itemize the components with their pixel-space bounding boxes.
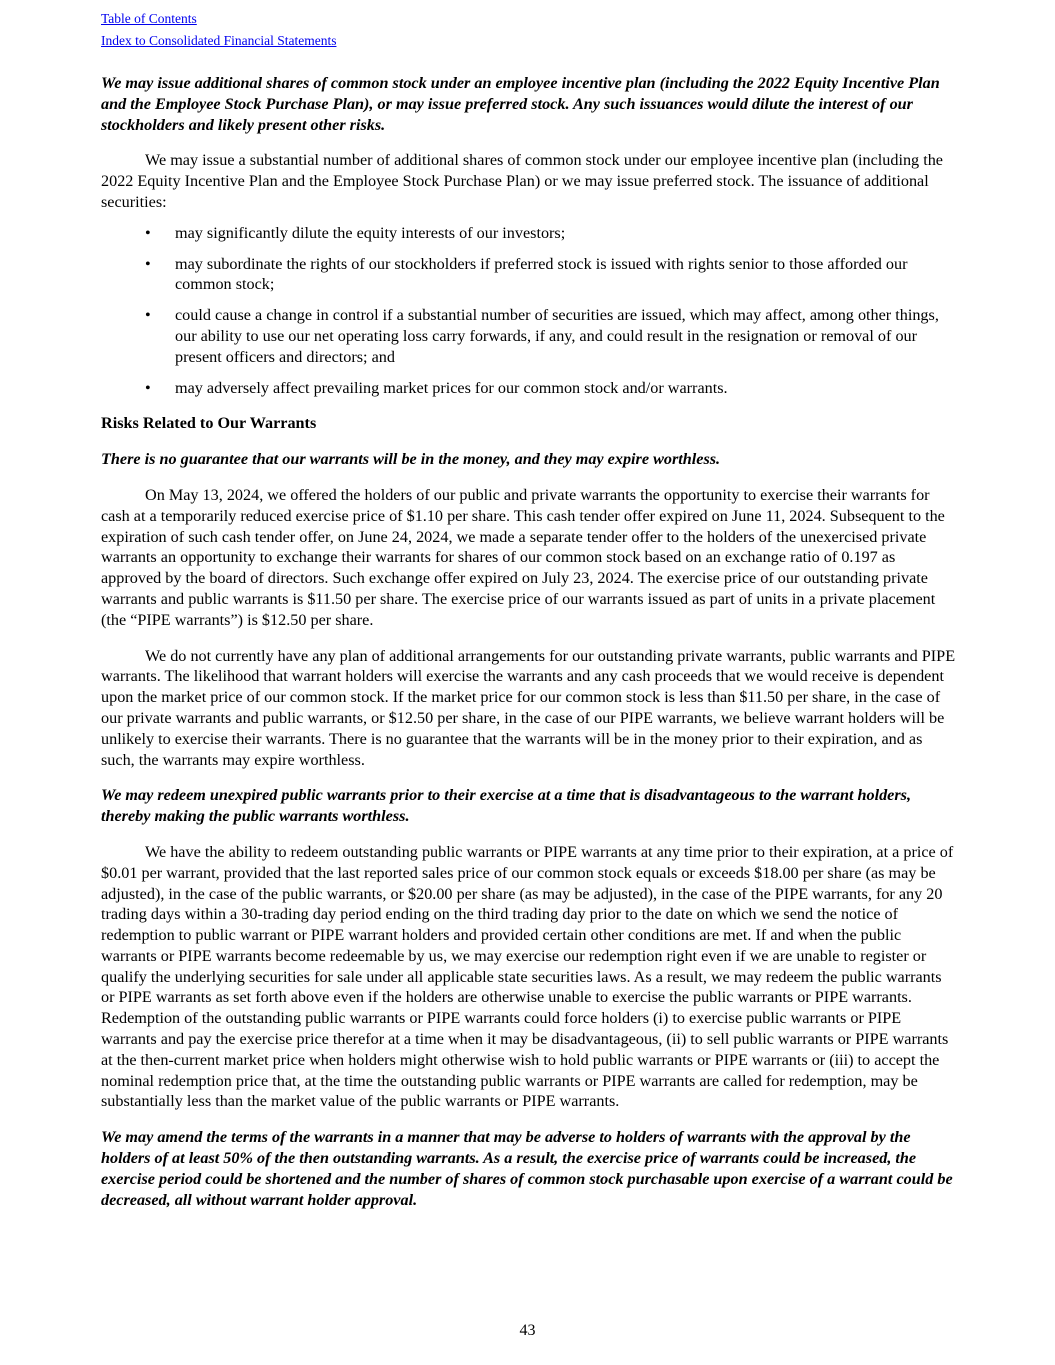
bullet-icon: • [145,254,151,273]
list-item-text: may subordinate the rights of our stockholders if preferred stock is issued with rights senior to those afforded our common stock; [175,254,908,294]
list-item-text: may adversely affect prevailing market prices for our common stock and/or warrants. [175,378,728,397]
document-body [101,73,956,1225]
paragraph-redemption: We have the ability to redeem outstanding public warrants or PIPE warrants at any time prior to their expiration, at a price of $0.01 per warrant, provided that the last reported sales price of our common stock equals or exceeds $18.00 per share (as may be adjusted), in the case of the public warrants, or $20.00 per share (as may be adjusted), in the case of the PIPE warrants, for any 20 trading days within a 30-trading day period ending on the third trading day prior to the date on which we send the notice of redemption to public warrant or PIPE warrant holders and provided certain other conditions are met. If and when the public warrants or PIPE warrants become redeemable by us, we may exercise our redemption right even if we are unable to register or qualify the underlying securities for sale under all applicable state securities laws. As a result, we may redeem the public warrants or PIPE warrants as set forth above even if the holders are otherwise unable to exercise the public warrants or PIPE warrants. Redemption of the outstanding public warrants or PIPE warrants could force holders (i) to exercise public warrants or PIPE warrants and pay the exercise price therefor at a time when it may be disadvantageous, (ii) to sell public warrants or PIPE warrants at the then-current market price when holders might otherwise wish to hold public warrants or PIPE warrants or (iii) to accept the nominal redemption price that, at the time the outstanding public warrants or PIPE warrants are called for redemption, may be substantially less than the market value of the public warrants or PIPE warrants. [101,842,954,1111]
paragraph-dilution: We may issue a substantial number of additional shares of common stock under our employee incentive plan (including the 2022 Equity Incentive Plan and the Employee Stock Purchase Plan) or we may issue preferred stock. The issuance of additional securities: [101,151,943,211]
list-item [101,223,956,244]
section-heading-warrants: Risks Related to Our Warrants [101,414,317,433]
risk-heading-money: There is no guarantee that our warrants will be in the money, and they may expire worthless. [101,450,721,469]
financial-statements-index-link[interactable]: Index to Consolidated Financial Statements [101,33,337,48]
risk-heading-redeem: We may redeem unexpired public warrants prior to their exercise at a time that is disadvantageous to the warrant holders, thereby making the public warrants worthless. [101,786,912,826]
risk-heading-dilution: We may issue additional shares of common stock under an employee incentive plan (including the 2022 Equity Incentive Plan and the Employee Stock Purchase Plan), or may issue preferred stock. Any such issuances would dilute the interest of our stockholders and likely present other risks. [101,74,940,134]
list-item [101,305,956,367]
issuance-effects-list [101,223,956,399]
page-number: 43 [519,1322,536,1339]
paragraph-tender-offer: On May 13, 2024, we offered the holders of our public and private warrants the opportunity to exercise their warrants for cash at a temporarily reduced exercise price of $1.10 per share. This cash tender offer expired on June 11, 2024. Subsequent to the expiration of such cash tender offer, on June 24, 2024, we made a separate tender offer to the holders of the unexercised private warrants an opportunity to exchange their warrants for shares of our common stock based on an exchange ratio of 0.197 as approved by the board of directors. Such exchange offer expired on July 23, 2024. The exercise price of our outstanding private warrants and public warrants is $11.50 per share. The exercise price of our warrants issued as part of units in a private placement (the “PIPE warrants”) is $12.50 per share. [101,485,945,629]
table-of-contents-link[interactable]: Table of Contents [101,11,197,26]
navigation-links [101,8,336,52]
list-item-text: could cause a change in control if a substantial number of securities are issued, which may affect, among other things, our ability to use our net operating loss carry forwards, if any, and could result in the resignation or removal of our present officers and directors; and [175,306,939,366]
bullet-icon: • [145,223,151,242]
risk-heading-amend: We may amend the terms of the warrants in a manner that may be adverse to holders of warrants with the approval by the holders of at least 50% of the then outstanding warrants. As a result, the exercise price of warrants could be increased, the exercise period could be shortened and the number of shares of common stock purchasable upon exercise of a warrant could be decreased, all without warrant holder approval. [101,1128,953,1209]
list-item [101,254,956,296]
bullet-icon: • [145,378,151,397]
bullet-icon: • [145,306,151,325]
list-item [101,378,956,399]
paragraph-no-arrangements: We do not currently have any plan of additional arrangements for our outstanding private warrants, public warrants and PIPE warrants. The likelihood that warrant holders will exercise the warrants and any cash proceeds that we would receive is dependent upon the market price of our common stock. If the market price for our common stock is less than $11.50 per share, in the case of our private warrants and public warrants, or $12.50 per share, in the case of our PIPE warrants, we believe warrant holders will be unlikely to exercise their warrants. There is no guarantee that the warrants will be in the money prior to their expiration, and as such, the warrants may expire worthless. [101,646,956,769]
list-item-text: may significantly dilute the equity interests of our investors; [175,223,566,242]
